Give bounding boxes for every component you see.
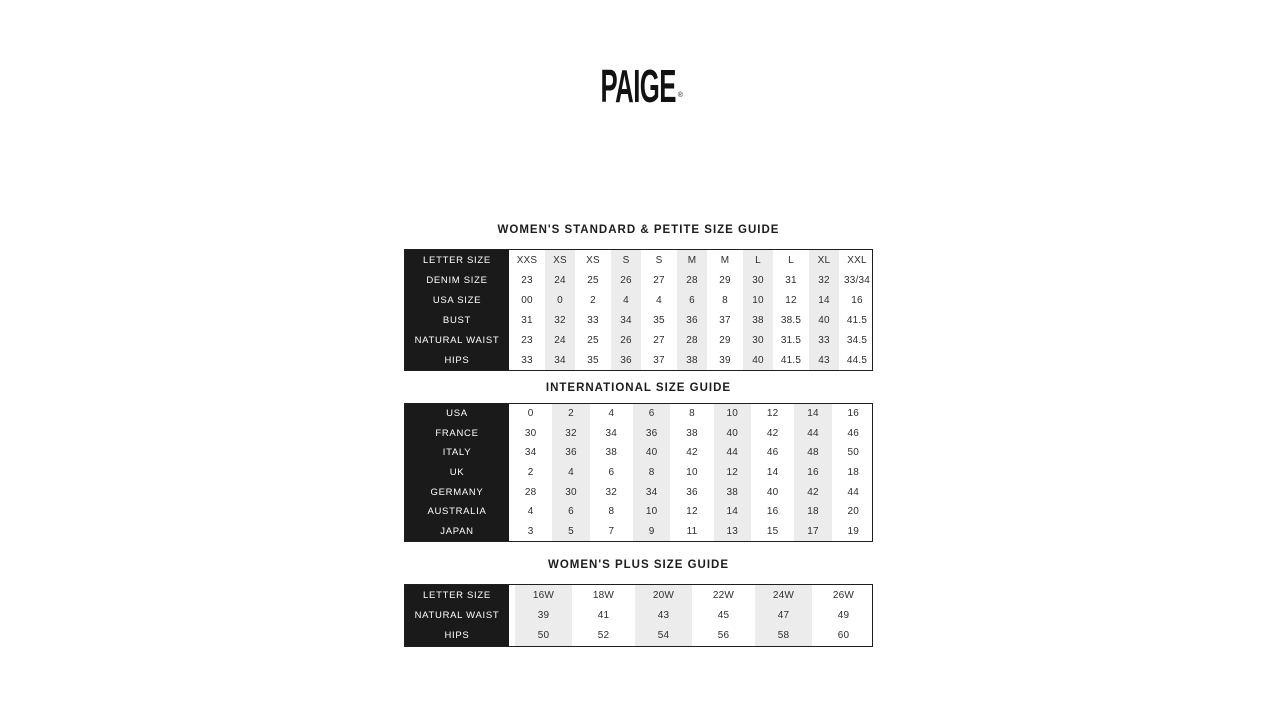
size-column [806,250,842,370]
international-guide-title: INTERNATIONAL SIZE GUIDE [545,382,732,394]
size-cell: 18 [807,506,819,518]
size-cell: XS [553,254,567,266]
size-cell: S [655,254,663,266]
size-cell: 45 [717,609,730,621]
size-column [710,250,740,370]
size-cell: 60 [837,630,850,642]
size-cell: 26 [620,274,632,286]
size-column [632,585,695,646]
size-values-area [512,585,872,646]
size-cell: 00 [521,294,533,306]
size-cell: 18 [847,467,860,479]
size-cell: 41.5 [780,354,802,366]
size-cell: 35 [653,314,665,326]
standard-petite-size-table [404,249,873,371]
size-cell: 42 [686,447,698,459]
size-cell: 58 [777,630,790,642]
size-cell: 12 [785,294,797,306]
size-cell: XS [586,254,600,266]
size-cell: 41 [597,609,610,621]
size-cell: 27 [653,334,665,346]
size-cell: 31.5 [780,334,802,346]
size-column [593,404,630,541]
size-column [752,585,815,646]
row-label: HIPS [444,630,470,642]
size-cell: 40 [726,427,739,439]
size-cell: L [755,254,761,266]
size-cell: 37 [653,354,665,366]
size-column [740,250,776,370]
size-cell: XXL [847,254,867,266]
size-cell: M [720,254,730,266]
size-cell: 6 [568,506,574,518]
size-column [542,250,578,370]
size-cell: 4 [623,294,629,306]
size-cell: 29 [719,334,731,346]
size-column [776,250,806,370]
size-cell: 30 [524,427,537,439]
size-cell: 30 [565,486,577,498]
size-cell: 14 [766,467,779,479]
row-label: LETTER SIZE [423,589,491,601]
size-column [791,404,834,541]
size-cell: 38.5 [780,314,802,326]
size-cell: 23 [521,334,533,346]
size-cell: 6 [608,467,615,479]
size-cell: 12 [686,506,698,518]
size-cell: 8 [722,294,728,306]
size-column [835,404,872,541]
size-cell: 14 [818,294,830,306]
size-cell: 13 [726,525,739,537]
size-cell: 0 [527,408,534,420]
size-cell: 39 [719,354,731,366]
size-cell: 6 [689,294,695,306]
brand-logo-text: PAIGE [599,60,676,112]
size-column [842,250,872,370]
size-cell: 16 [847,408,860,420]
row-label: BUST [442,314,472,326]
size-column [711,404,754,541]
row-label: DENIM SIZE [426,274,488,286]
size-cell: 24W [772,589,795,601]
paige-logo [599,60,683,112]
size-cell: XXS [516,254,538,266]
row-label: LETTER SIZE [423,254,491,266]
size-cell: 14 [726,506,739,518]
size-cell: 33 [818,334,830,346]
size-cell: 4 [608,408,615,420]
size-cell: 30 [752,334,764,346]
row-label: JAPAN [440,525,474,537]
brand-logo [0,60,1280,112]
row-label: USA SIZE [432,294,482,306]
size-cell: 29 [719,274,731,286]
size-cell: 7 [608,525,615,537]
size-values-area [512,404,872,541]
plus-size-table [404,584,873,647]
size-cell: 14 [807,408,819,420]
size-cell: 2 [568,408,574,420]
size-cell: 36 [686,314,698,326]
size-cell: 38 [605,447,618,459]
size-cell: 30 [752,274,764,286]
size-cell: 38 [752,314,764,326]
size-cell: 36 [565,447,577,459]
size-cell: 44 [807,427,819,439]
size-cell: 4 [568,467,574,479]
size-cell: 4 [656,294,662,306]
size-cell: 24 [554,334,566,346]
row-labels-column [405,250,512,370]
size-cell: 25 [587,274,599,286]
size-cell: 28 [686,274,698,286]
size-column [512,250,542,370]
size-cell: 36 [686,486,698,498]
size-cell: 32 [565,427,577,439]
row-label: UK [449,467,465,479]
size-cell: 12 [766,408,779,420]
size-cell: 50 [537,630,550,642]
size-cell: 0 [557,294,563,306]
size-cell: 10 [645,506,658,518]
size-cell: 6 [648,408,655,420]
size-column [630,404,673,541]
size-cell: 25 [587,334,599,346]
size-cell: 40 [766,486,779,498]
size-cell: 42 [807,486,819,498]
size-cell: 44 [847,486,860,498]
size-cell: 16 [807,467,819,479]
row-labels-column [405,585,512,646]
row-label: NATURAL WAIST [414,609,500,621]
size-cell: 17 [807,525,819,537]
size-column [608,250,644,370]
size-cell: 24 [554,274,566,286]
size-cell: L [788,254,794,266]
size-cell: 38 [726,486,739,498]
size-column [644,250,674,370]
size-cell: 36 [620,354,632,366]
size-column [695,585,752,646]
size-cell: 40 [752,354,764,366]
size-cell: 40 [818,314,830,326]
size-cell: 8 [608,506,615,518]
size-cell: 46 [847,427,860,439]
row-label: ITALY [442,447,472,459]
row-labels-column [405,404,512,541]
size-cell: 44 [726,447,739,459]
size-cell: 40 [645,447,658,459]
size-cell: 39 [537,609,550,621]
size-cell: 22W [712,589,735,601]
row-label: FRANCE [435,427,479,439]
size-cell: 12 [726,467,739,479]
size-cell: 34 [554,354,566,366]
size-cell: 20 [847,506,860,518]
size-cell: 46 [766,447,779,459]
size-cell: 54 [657,630,670,642]
size-values-area [512,250,872,370]
size-cell: 43 [657,609,670,621]
size-cell: 5 [568,525,574,537]
row-label: GERMANY [430,486,484,498]
size-cell: 8 [689,408,695,420]
international-size-table [404,403,873,542]
size-cell: 37 [719,314,731,326]
size-cell: 2 [527,467,534,479]
size-cell: 52 [597,630,610,642]
size-cell: 28 [524,486,537,498]
size-cell: 43 [818,354,830,366]
size-column [512,404,549,541]
size-cell: 4 [527,506,534,518]
size-cell: 16 [851,294,863,306]
size-column [754,404,791,541]
size-cell: M [687,254,697,266]
size-cell: 50 [847,447,860,459]
size-column [575,585,632,646]
size-cell: 32 [818,274,830,286]
size-cell: 42 [766,427,779,439]
size-cell: 10 [726,408,739,420]
row-label: AUSTRALIA [427,506,487,518]
size-cell: 34.5 [846,334,868,346]
size-cell: 56 [717,630,730,642]
size-cell: 44.5 [846,354,868,366]
size-cell: 34 [524,447,537,459]
row-label: HIPS [444,354,470,366]
size-cell: 48 [807,447,819,459]
size-cell: 34 [645,486,658,498]
size-cell: 49 [837,609,850,621]
size-column [673,404,710,541]
size-cell: XL [817,254,831,266]
size-cell: S [622,254,630,266]
size-cell: 18W [592,589,615,601]
size-cell: 3 [527,525,534,537]
size-cell: 41.5 [846,314,868,326]
size-cell: 34 [620,314,632,326]
size-column [578,250,608,370]
standard-petite-guide-title: WOMEN'S STANDARD & PETITE SIZE GUIDE [497,224,780,236]
size-cell: 33 [587,314,599,326]
size-cell: 38 [686,354,698,366]
size-cell: 28 [686,334,698,346]
size-cell: 32 [554,314,566,326]
size-cell: 16 [766,506,779,518]
size-cell: 47 [777,609,790,621]
size-cell: 19 [847,525,860,537]
size-cell: 10 [752,294,764,306]
size-cell: 35 [587,354,599,366]
size-cell: 31 [521,314,533,326]
size-cell: 2 [590,294,596,306]
size-cell: 16W [532,589,555,601]
size-cell: 11 [686,525,698,537]
size-cell: 26 [620,334,632,346]
size-column [549,404,592,541]
row-label: NATURAL WAIST [414,334,500,346]
size-cell: 27 [653,274,665,286]
row-label: USA [446,408,468,420]
size-cell: 32 [605,486,618,498]
size-cell: 8 [648,467,655,479]
size-cell: 33 [521,354,533,366]
size-cell: 31 [785,274,797,286]
size-column [674,250,710,370]
size-cell: 23 [521,274,533,286]
size-cell: 34 [605,427,618,439]
plus-guide-title: WOMEN'S PLUS SIZE GUIDE [548,559,729,571]
size-cell: 33/34 [843,274,871,286]
size-column [512,585,575,646]
size-cell: 26W [832,589,855,601]
size-column [815,585,872,646]
size-cell: 15 [766,525,779,537]
size-cell: 38 [686,427,698,439]
size-cell: 9 [648,525,655,537]
size-cell: 20W [652,589,675,601]
registered-trademark-icon: ® [677,92,683,99]
size-cell: 36 [645,427,658,439]
size-cell: 10 [686,467,698,479]
